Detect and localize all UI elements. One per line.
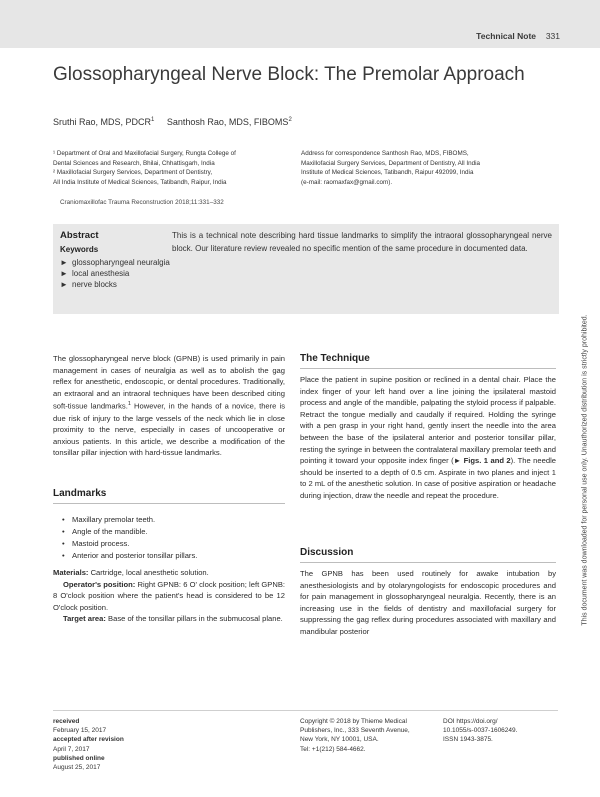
doi-block	[443, 717, 517, 745]
keyword-text: glossopharyngeal neuralgia	[72, 258, 170, 267]
keyword-text: nerve blocks	[72, 280, 117, 289]
materials-text: Cartridge, local anesthetic solution.	[88, 568, 209, 577]
keyword-item	[60, 279, 170, 290]
published-label: published online	[53, 754, 105, 762]
arrow-bullet-icon: ►	[60, 280, 68, 289]
position-line	[53, 579, 285, 614]
technique-paragraph	[300, 374, 556, 502]
technique-text-b: ). The needle should be inserted to a depth of 0.5 cm. Aspirate in two planes and inject 1 to 2 mL of the anesthetic solution. In case of positive aspiration or headache during injection, draw the needle and repeat the procedure.	[300, 456, 556, 500]
materials-block	[53, 567, 285, 625]
materials-label: Materials:	[53, 568, 89, 577]
correspondence-line: Maxillofacial Surgery Services, Department of Dentistry, All India	[301, 159, 481, 167]
accepted-label: accepted after revision	[53, 736, 124, 744]
materials-line	[53, 567, 285, 579]
landmarks-rule	[53, 503, 285, 504]
affiliation-line: ² Maxillofacial Surgery Services, Department of Dentistry,	[53, 169, 213, 176]
correspondence-line: Institute of Medical Sciences, Tatibandh, Raipur 492099, India	[301, 169, 474, 176]
list-item	[62, 538, 197, 550]
keywords-list	[60, 257, 170, 290]
issn-line: ISSN 1943-3875.	[443, 736, 493, 744]
target-text: Base of the tonsillar pillars in the submucosal plane.	[105, 614, 283, 624]
author-line	[53, 117, 292, 127]
figure-reference[interactable]: ► Figs. 1 and 2	[453, 456, 511, 466]
accepted-date: April 7, 2017	[53, 745, 90, 753]
keyword-item	[60, 257, 170, 268]
discussion-rule	[300, 562, 556, 563]
affiliations	[53, 149, 293, 187]
discussion-heading: Discussion	[300, 547, 354, 558]
page-number: 331	[545, 31, 560, 41]
copyright-line: Tel: +1(212) 584-4662.	[300, 745, 366, 753]
technique-heading: The Technique	[300, 353, 370, 364]
correspondence-line: (e-mail: raomaxfax@gmail.com).	[301, 178, 393, 186]
keywords-heading: Keywords	[60, 245, 99, 254]
abstract-text: This is a technical note describing hard tissue landmarks to simplify the intraoral glossopharyngeal nerve block. Our literature review revealed no specific mention of the same procedure in documented data.	[172, 231, 552, 253]
landmarks-heading: Landmarks	[53, 488, 107, 499]
keyword-text: local anesthesia	[72, 269, 130, 278]
target-line	[53, 613, 285, 625]
arrow-bullet-icon: ►	[60, 269, 68, 278]
journal-citation: Craniomaxillofac Trauma Reconstruction 2018;11:331–332	[60, 199, 224, 206]
doi-line[interactable]: 10.1055/s-0037-1606249.	[443, 727, 518, 735]
bullet-icon: •	[62, 539, 65, 548]
keyword-item	[60, 268, 170, 279]
target-label: Target area:	[63, 614, 106, 624]
bullet-icon: •	[62, 515, 65, 524]
intro-paragraph	[53, 353, 285, 459]
section-label: Technical Note	[476, 31, 536, 41]
copyright-block	[300, 717, 410, 754]
affiliation-line: All India Institute of Medical Sciences, Tatibandh, Raipur, India	[53, 178, 227, 186]
received-date: February 15, 2017	[53, 727, 107, 735]
correspondence-line: Address for correspondence Santhosh Rao, MDS, FIBOMS,	[301, 150, 469, 157]
author-1: Sruthi Rao, MDS, PDCR	[53, 117, 152, 127]
list-item-text: Angle of the mandible.	[72, 527, 148, 536]
article-title: Glossopharyngeal Nerve Block: The Premolar Approach	[53, 64, 525, 85]
correspondence	[301, 149, 541, 187]
landmarks-list	[62, 514, 197, 562]
arrow-bullet-icon: ►	[60, 258, 68, 267]
discussion-paragraph: The GPNB has been used routinely for awake intubation by anesthesiologists and by otolaryngologists for endoscopic procedures and for pain management in glossopharyngeal neuralgia. Recently, there is an increasing use in the fields of dentistry and maxillofacial surgery for suppressing the gag reflex during procedures associated with maxillary and mandibular posterior	[300, 569, 556, 636]
intro-text-a: The glossopharyngeal nerve block (GPNB) is used primarily in pain management in cases of neuralgia as well as to abolish the gag reflex for anesthetic, endoscopic, or dental procedures. Traditionally, an extraoral and an intraoral techniques have been described citing soft-tissue landmarks.	[53, 354, 285, 411]
copyright-line: Copyright © 2018 by Thieme Medical	[300, 718, 407, 725]
list-item-text: Mastoid process.	[72, 539, 130, 548]
doi-line[interactable]: DOI https://doi.org/	[443, 718, 498, 725]
author-2: Santhosh Rao, MDS, FIBOMS	[166, 117, 289, 127]
intro-text-b: However, in the hands of a novice, there is due risk of injury to the large vessels of the neck which lie in close proximity to the nerve, especially in cases of uncooperative or anxious patients. In this article, we describe a modification of the tonsillar pillar injection with hard-tissue landmarks.	[53, 401, 285, 458]
affiliation-line: ¹ Department of Oral and Maxillofacial Surgery, Rungta College of	[53, 150, 236, 157]
position-label: Operator's position:	[63, 579, 136, 589]
technique-rule	[300, 368, 556, 369]
bullet-icon: •	[62, 527, 65, 536]
download-notice-text: This document was downloaded for personal use only. Unauthorized distribution is strictly prohibited.	[581, 314, 589, 626]
copyright-line: Publishers, Inc., 333 Seventh Avenue,	[300, 727, 410, 735]
received-label: received	[53, 718, 80, 725]
ref-1: 1	[127, 401, 131, 408]
list-item-text: Maxillary premolar teeth.	[72, 515, 156, 524]
position-text: Right GPNB: 6 O' clock position; left GPNB: 8 O'clock position where the patient's head is considered to be 12 O'clock position.	[53, 579, 285, 612]
bullet-icon: •	[62, 551, 65, 560]
list-item	[62, 550, 197, 562]
abstract-heading: Abstract	[60, 230, 99, 241]
author-2-sup: 2	[288, 117, 292, 123]
technique-text-a: Place the patient in supine position or reclined in a dental chair. Place the index finger of your left hand over a line joining the ipsilateral mastoid process and angle of the mandible, palpating the styloid process if palpable. Retract the tongue medially and caudally if required. Holding the syringe with a pen grasp in your right hand, gently insert the needle into the area between the base of the ipsilateral anterior and posterior tonsillar pillar, resting the syringe in between the contralateral maxillary premolar teeth and pointing it toward your opposite index finger (	[300, 375, 556, 466]
list-item	[62, 514, 197, 526]
list-item-text: Anterior and posterior tonsillar pillars.	[72, 551, 198, 560]
article-dates	[53, 717, 124, 772]
list-item	[62, 526, 197, 538]
footer-rule	[53, 710, 558, 711]
published-date: August 25, 2017	[53, 764, 101, 772]
author-1-sup: 1	[151, 117, 155, 123]
copyright-line: New York, NY 10001, USA.	[300, 736, 379, 744]
affiliation-line: Dental Sciences and Research, Bhilai, Chhattisgarh, India	[53, 159, 215, 167]
